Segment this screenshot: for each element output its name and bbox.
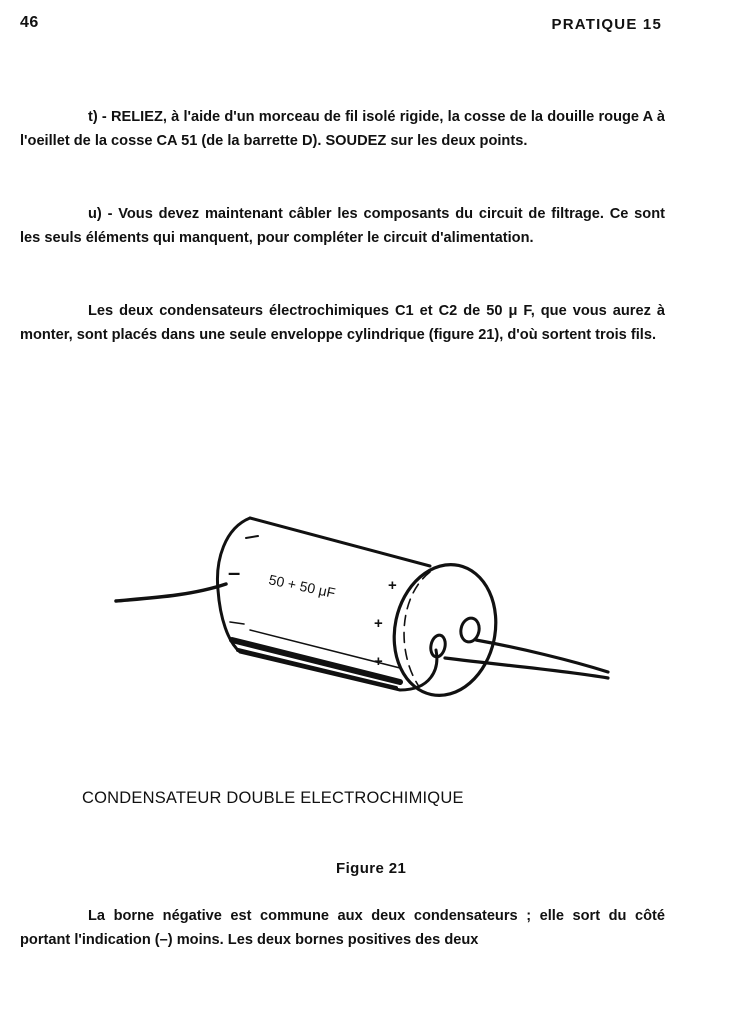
figure-21-capacitor-drawing [100, 500, 630, 715]
paragraph-condensateurs: Les deux condensateurs électrochimiques C1 et C2 de 50 μ F, que vous aurez à monter, sont placés dans une seule enveloppe cylindrique (figure 21), d'où sortent trois fils. [20, 303, 665, 343]
capacitance-marking: 50 + 50 μF [267, 571, 337, 601]
negative-lead-wire [116, 584, 226, 601]
running-head: PRATIQUE 15 [551, 16, 662, 33]
plus-marking-2: + [374, 615, 383, 632]
plus-marking-3: + [374, 653, 383, 670]
figure-title: CONDENSATEUR DOUBLE ELECTROCHIMIQUE [82, 789, 464, 807]
paragraph-step-t: t) - RELIEZ, à l'aide d'un morceau de fil isolé rigide, la cosse de la douille rouge A à l'oeillet de la cosse CA 51 (de la barrette D). SOUDEZ sur les deux points. [20, 109, 665, 149]
figure-caption: Figure 21 [336, 860, 407, 877]
plus-marking-1: + [388, 577, 397, 594]
paragraph-step-u: u) - Vous devez maintenant câbler les composants du circuit de filtrage. Ce sont les seuls éléments qui manquent, pour compléter le circuit d'alimentation. [20, 206, 665, 246]
paragraph-borne-negative: La borne négative est commune aux deux condensateurs ; elle sort du côté portant l'indication (–) moins. Les deux bornes positives des deux [20, 908, 665, 948]
page-number: 46 [20, 14, 39, 31]
positive-lead-wire-2 [476, 640, 608, 672]
positive-lead-wire-1 [445, 658, 608, 678]
minus-marking: – [228, 560, 241, 585]
